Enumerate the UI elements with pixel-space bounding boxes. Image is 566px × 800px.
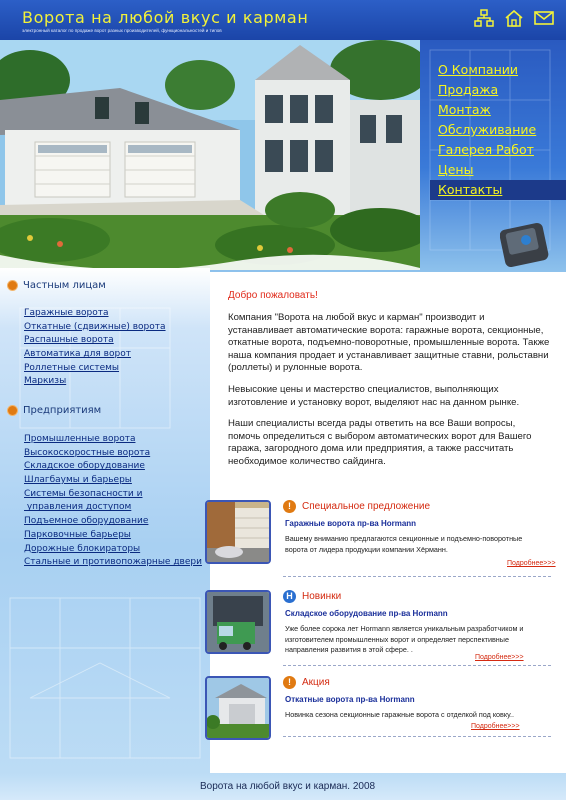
welcome-heading: Добро пожаловать! xyxy=(228,290,318,301)
news-title[interactable]: Складское оборудование пр-ва Hormann xyxy=(285,609,448,618)
sidebar-link[interactable]: Высокоскоростные ворота xyxy=(24,447,151,458)
main-nav xyxy=(430,60,566,200)
private-section-heading: Частным лицам xyxy=(8,280,106,291)
sidebar-link[interactable]: Подъемное оборудование xyxy=(24,516,149,527)
intro-paragraph: Компания "Ворота на любой вкус и карман" производит и устанавливает автоматические ворота: гаражные ворота, секционные, откатные ворота, подъемно-поворотные, промышленные ворота. Также наша компания продает и устанавливает защитные ставни, рольставни (роллеты) и рулонные ворота. xyxy=(228,312,550,374)
main-content xyxy=(228,290,550,478)
bullet-icon xyxy=(8,281,17,290)
sidebar-link[interactable]: Автоматика для ворот xyxy=(24,349,131,360)
news-tag: Специальное предложение xyxy=(302,501,431,512)
business-section-heading: Предприятиям xyxy=(8,405,101,416)
hero-banner xyxy=(0,40,566,272)
read-more-link[interactable]: Подробнее>>> xyxy=(475,654,524,661)
sidebar-link[interactable]: Маркизы xyxy=(24,376,67,387)
promo-icon: ! xyxy=(283,676,296,689)
home-icon[interactable] xyxy=(504,9,524,27)
sidebar-link[interactable]: управления доступом xyxy=(24,502,132,513)
news-tag: Акция xyxy=(302,677,330,688)
news-item xyxy=(205,676,550,756)
sidebar-link[interactable]: Системы безопасности и xyxy=(24,488,143,499)
site-header xyxy=(0,0,566,40)
nav-sales[interactable]: Продажа xyxy=(438,82,499,97)
news-item xyxy=(205,500,556,580)
news-text: Уже более сорока лет Hormann является уникальным разработчиком и изготовителем промышленных ворот и определяет перспективные направления развития в этой сфере. . xyxy=(285,624,524,654)
sidebar xyxy=(0,268,210,773)
house-photo xyxy=(0,40,420,270)
private-links xyxy=(24,307,166,389)
site-footer xyxy=(0,773,566,800)
sidebar-link[interactable]: Стальные и противопожарные двери xyxy=(24,557,202,568)
news-thumbnail[interactable] xyxy=(205,590,271,654)
site-tagline: электронный каталог по продаже ворот разных производителей, функциональностей и типов xyxy=(22,28,222,33)
offer-icon: ! xyxy=(283,500,296,513)
news-text: Новинка сезона секционные гаражные ворота с отделкой под ковку.. xyxy=(285,710,514,719)
nav-contacts[interactable]: Контакты xyxy=(430,180,566,200)
divider xyxy=(283,665,551,666)
nav-prices[interactable]: Цены xyxy=(438,162,474,177)
news-item xyxy=(205,590,550,670)
divider xyxy=(283,576,551,577)
sidebar-link[interactable]: Складское оборудование xyxy=(24,461,145,472)
news-text: Вашему вниманию предлагаются секционные и подъемно-поворотные ворота от лидера продукции компании Хёрманн. xyxy=(285,534,523,554)
read-more-link[interactable]: Подробнее>>> xyxy=(507,560,556,567)
sidebar-link[interactable]: Дорожные блокираторы xyxy=(24,543,141,554)
news-thumbnail[interactable] xyxy=(205,676,271,740)
nav-gallery[interactable]: Галерея Работ xyxy=(438,142,534,157)
sidebar-link[interactable]: Промышленные ворота xyxy=(24,434,136,444)
site-title: Ворота на любой вкус и карман xyxy=(22,8,309,27)
read-more-link[interactable]: Подробнее>>> xyxy=(471,723,520,730)
sitemap-icon[interactable] xyxy=(474,9,494,27)
nav-installation[interactable]: Монтаж xyxy=(438,102,491,117)
header-icons xyxy=(474,9,554,27)
mail-icon[interactable] xyxy=(534,9,554,27)
sidebar-link[interactable]: Гаражные ворота xyxy=(24,308,109,318)
intro-paragraph: Невысокие цены и мастерство специалистов, выполняющих изготовление и установку ворот, выделяют нас на данном рынке. xyxy=(228,383,520,408)
divider xyxy=(283,736,551,737)
news-title[interactable]: Откатные ворота пр-ва Hormann xyxy=(285,695,415,704)
news-thumbnail[interactable] xyxy=(205,500,271,564)
new-icon: H xyxy=(283,590,296,603)
news-title[interactable]: Гаражные ворота пр-ва Hormann xyxy=(285,519,417,528)
bullet-icon xyxy=(8,406,17,415)
sidebar-link[interactable]: Роллетные системы xyxy=(24,362,120,373)
sidebar-link[interactable]: Распашные ворота xyxy=(24,335,114,346)
sidebar-link[interactable]: Парковочные барьеры xyxy=(24,529,131,540)
news-tag: Новинки xyxy=(302,591,342,602)
sidebar-link[interactable]: Шлагбаумы и барьеры xyxy=(24,475,132,486)
business-links xyxy=(24,433,202,570)
copyright-text: Ворота на любой вкус и карман. 2008 xyxy=(200,781,376,792)
nav-service[interactable]: Обслуживание xyxy=(438,122,537,137)
nav-about[interactable]: О Компании xyxy=(438,62,519,77)
remote-control-image xyxy=(500,222,550,267)
sidebar-link[interactable]: Откатные (сдвижные) ворота xyxy=(24,321,166,332)
intro-paragraph: Наши специалисты всегда рады ответить на все Ваши вопросы, помочь определиться с выбором автоматических ворот для Вашего гаража, загородного дома или предприятия, а также рассчитать необходимое количество сайдинга. xyxy=(228,418,532,467)
